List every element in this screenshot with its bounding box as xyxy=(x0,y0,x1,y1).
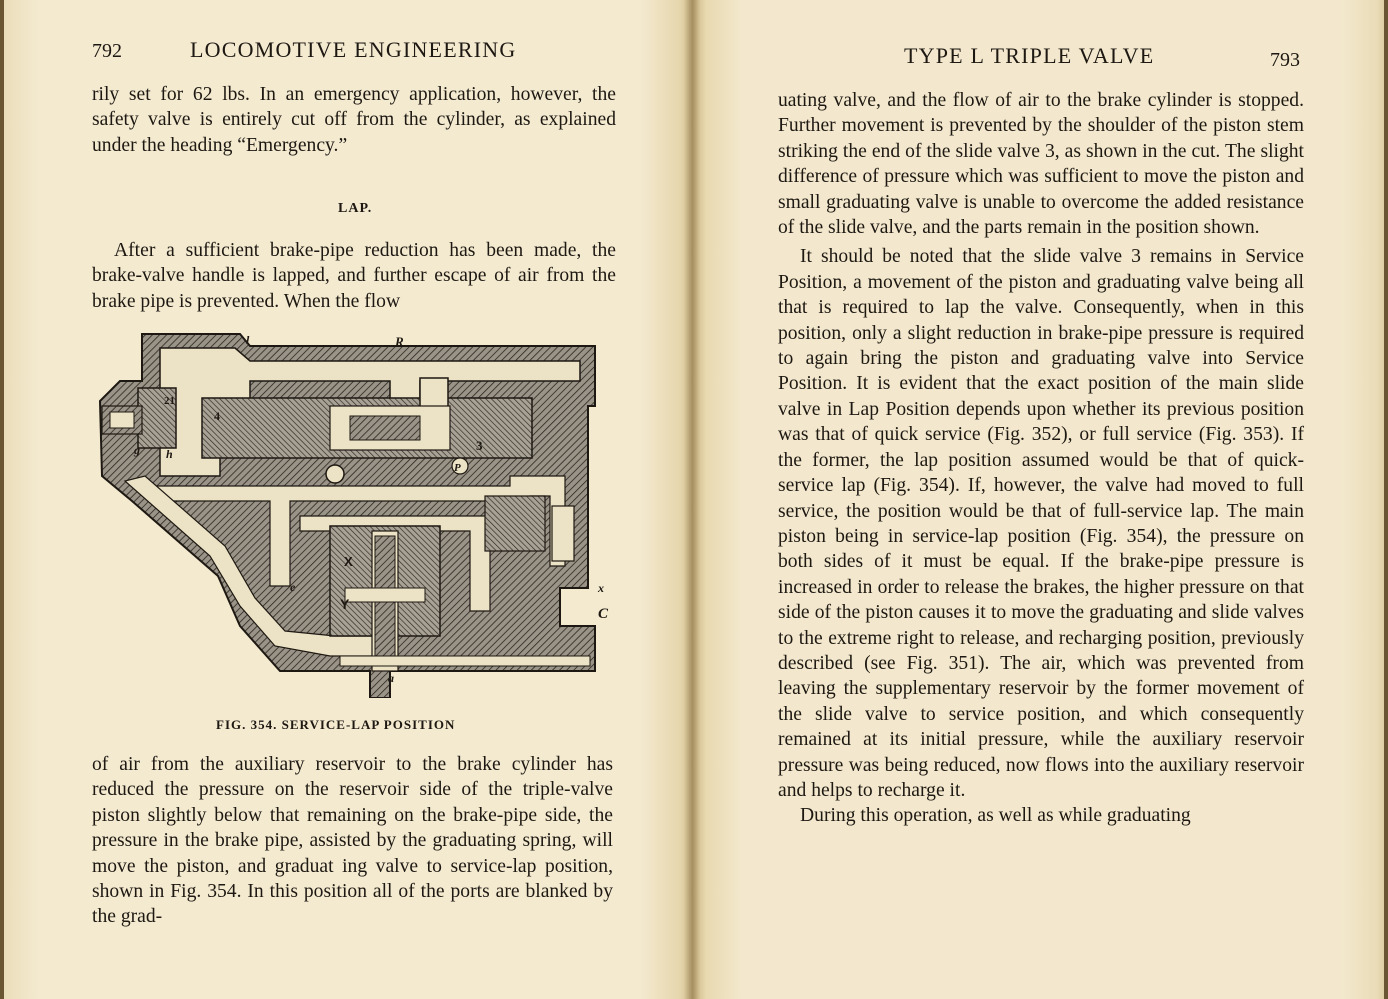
label-g: g xyxy=(134,443,140,457)
section-heading-lap: LAP. xyxy=(338,201,373,216)
right-paragraph-2: It should be noted that the slide valve 3 remains in Service Position, a movement of the piston and graduating valve being all that is required to lap the valve. Consequently, when in this position, only a slight reduction in brake-pipe pressure is required to again bring the piston and graduating valve into Service Position. It is evident that the exact position of the main slide valve in Lap Position depends upon whether its previous position was that of quick service (Fig. 352), or full service (Fig. 353). If the former, the lap position assumed would be that of quick-service lap (Fig. 354). If, however, the valve had moved to full service, the position would be that of full-service lap. The main piston being in service-lap position (Fig. 354), the pressure on both sides of it must be equal. If the brake-pipe pressure is increased in order to release the brakes, the higher pressure on that side of the piston causes it to move the graduating and slide valves to the extreme right to release, and recharging position, previously described (see Fig. 351). The air, which was prevented from leaving the supplementary reservoir by the former movement of the slide valve to service position, and which consequently remained at its initial pressure, while the auxiliary reservoir pressure was being reduced, now flows into the auxiliary reservoir and helps to recharge it. xyxy=(778,246,1304,801)
label-21: 21 xyxy=(164,395,175,407)
paragraph-bottom xyxy=(92,752,613,930)
label-x: x xyxy=(598,581,604,595)
page-number-right: 793 xyxy=(1270,49,1300,71)
right-page xyxy=(692,0,1388,999)
running-head-right: TYPE L TRIPLE VALVE xyxy=(904,43,1155,68)
label-Y: Y xyxy=(340,596,350,612)
right-paragraph-3: During this operation, as well as while graduating xyxy=(800,805,1191,827)
paragraph-bottom-text: of air from the auxiliary reservoir to the brake cylinder has reduced the pressure on the reservoir side of the triple-valve piston slightly below that remaining on the brake-pipe side, the pressure in the brake pipe, assisted by the graduating spring, will move the piston, and graduat ing valve to service-lap position, shown in Fig. 354. In this position all of the ports are blanked by the grad- xyxy=(92,754,613,928)
left-page-edge xyxy=(0,0,4,999)
label-4: 4 xyxy=(214,409,220,423)
label-X: X xyxy=(344,554,353,569)
label-l: l xyxy=(246,333,250,347)
paragraph-top-text: rily set for 62 lbs. In an emergency application, however, the safety valve is entirely cut off from the cylinder, as explained under the heading “Emergency.” xyxy=(92,84,616,156)
label-a: a xyxy=(388,671,394,685)
paragraph-lap-text: After a sufficient brake-pipe reduction has been made, the brake-valve handle is lapped, and further escape of air from the brake pipe is prevented. When the flow xyxy=(92,240,616,312)
running-head-left: LOCOMOTIVE ENGINEERING xyxy=(190,37,517,62)
right-body-text xyxy=(778,88,1304,829)
label-h: h xyxy=(166,447,173,461)
left-page xyxy=(0,0,692,999)
label-e: e xyxy=(290,580,296,594)
paragraph-lap xyxy=(92,238,616,314)
right-paragraph-1: uating valve, and the flow of air to the brake cylinder is stopped. Further movement is prevented by the shoulder of the piston stem striking the end of the slide valve 3, as shown in the cut. The slight difference of pressure which was sufficient to move the piston and small graduating valve is unable to overcome the added resistance of the slide valve, and the parts remain in the position shown. xyxy=(778,90,1304,239)
page-number-left: 792 xyxy=(92,40,122,62)
right-page-edge xyxy=(1384,0,1388,999)
label-C: C xyxy=(598,606,609,622)
paragraph-top xyxy=(92,82,616,158)
book-gutter xyxy=(684,0,700,999)
triple-valve-diagram xyxy=(90,326,610,698)
label-P: P xyxy=(454,462,461,474)
figure-caption: FIG. 354. SERVICE-LAP POSITION xyxy=(216,717,456,732)
label-3: 3 xyxy=(476,438,483,453)
label-R: R xyxy=(395,334,404,349)
